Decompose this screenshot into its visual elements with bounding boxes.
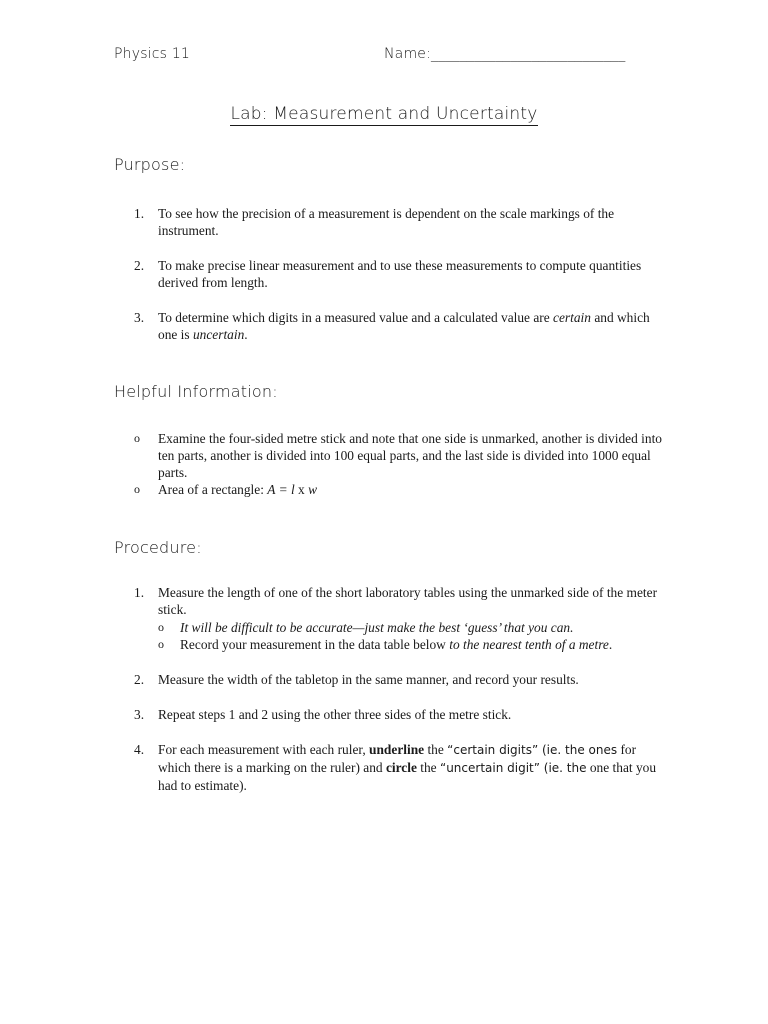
item-text: Repeat steps 1 and 2 using the other three sides of the metre stick. bbox=[158, 707, 512, 722]
list-item bbox=[134, 205, 664, 239]
item-text: For each measurement with each ruler, bbox=[158, 742, 370, 757]
item-text: and which one is bbox=[158, 310, 650, 342]
item-text: Measure the length of one of the short laboratory tables using the unmarked side of the meter stick. bbox=[158, 585, 658, 617]
bullet-circle-icon: o bbox=[158, 620, 164, 634]
item-text-circle: circle bbox=[385, 760, 417, 775]
bullet-circle-icon: o bbox=[134, 482, 140, 496]
purpose-heading: Purpose: bbox=[114, 155, 186, 174]
list-item bbox=[134, 430, 664, 481]
item-text: . bbox=[244, 327, 248, 342]
item-text: Record your measurement in the data table below bbox=[180, 637, 450, 652]
page-title bbox=[0, 104, 768, 124]
formula: A = l bbox=[267, 482, 295, 497]
purpose-list bbox=[134, 205, 664, 343]
item-text: It will be difficult to be accurate—just make the best ‘guess’ that you can. bbox=[180, 620, 574, 635]
item-text: “uncertain digit” (ie. the bbox=[439, 761, 587, 775]
item-text: To determine which digits in a measured value and a calculated value are bbox=[158, 310, 554, 325]
item-text: for which there is a marking on the ruler) and bbox=[158, 742, 637, 775]
bullet-circle-icon: o bbox=[134, 431, 140, 445]
item-text: to the nearest tenth of a metre bbox=[449, 637, 609, 652]
list-item bbox=[134, 584, 664, 653]
procedure-heading: Procedure: bbox=[114, 538, 202, 557]
item-text-certain: certain bbox=[553, 310, 591, 325]
item-text: “certain digits” (ie. the ones bbox=[447, 743, 618, 757]
item-text: Area of a rectangle: bbox=[158, 482, 268, 497]
item-text: . bbox=[608, 637, 613, 652]
list-item bbox=[134, 671, 664, 688]
sub-list bbox=[158, 619, 664, 653]
list-item bbox=[134, 309, 664, 343]
bullet-circle-icon: o bbox=[158, 637, 164, 651]
item-text: To see how the precision of a measurement is dependent on the scale markings of the instrument. bbox=[158, 206, 615, 238]
item-number: 2. bbox=[134, 672, 145, 687]
procedure-list bbox=[134, 584, 664, 794]
item-text: the bbox=[416, 760, 440, 775]
item-text: one that you had to estimate). bbox=[158, 760, 657, 793]
item-number: 3. bbox=[134, 707, 145, 722]
helpful-heading: Helpful Information: bbox=[114, 382, 278, 401]
list-item bbox=[134, 257, 664, 291]
name-field-label: Name:___________________________ bbox=[384, 46, 626, 62]
list-item bbox=[134, 706, 664, 723]
page-header bbox=[114, 46, 668, 68]
item-text: Measure the width of the tabletop in the same manner, and record your results. bbox=[158, 672, 579, 687]
list-item bbox=[158, 636, 664, 653]
helpful-list bbox=[134, 430, 664, 498]
item-text: x bbox=[294, 482, 309, 497]
list-item bbox=[134, 741, 664, 794]
formula: w bbox=[308, 482, 318, 497]
item-text: the bbox=[424, 742, 448, 757]
item-number: 1. bbox=[134, 206, 145, 221]
item-number: 2. bbox=[134, 258, 145, 273]
item-text-uncertain: uncertain bbox=[192, 327, 245, 342]
page-title-text: Lab: Measurement and Uncertainty bbox=[230, 104, 538, 124]
course-label: Physics 11 bbox=[114, 46, 191, 62]
item-number: 4. bbox=[134, 742, 145, 757]
item-text-underline: underline bbox=[369, 742, 425, 757]
item-number: 1. bbox=[134, 585, 145, 600]
list-item bbox=[134, 481, 664, 498]
item-text: Examine the four-sided metre stick and note that one side is unmarked, another is divided into ten parts, another is divided into 100 equal parts, and the last side is divided into 1000 equal parts. bbox=[158, 431, 662, 480]
list-item bbox=[158, 619, 664, 636]
item-text: To make precise linear measurement and to use these measurements to compute quantities derived from length. bbox=[158, 258, 642, 290]
item-number: 3. bbox=[134, 310, 145, 325]
